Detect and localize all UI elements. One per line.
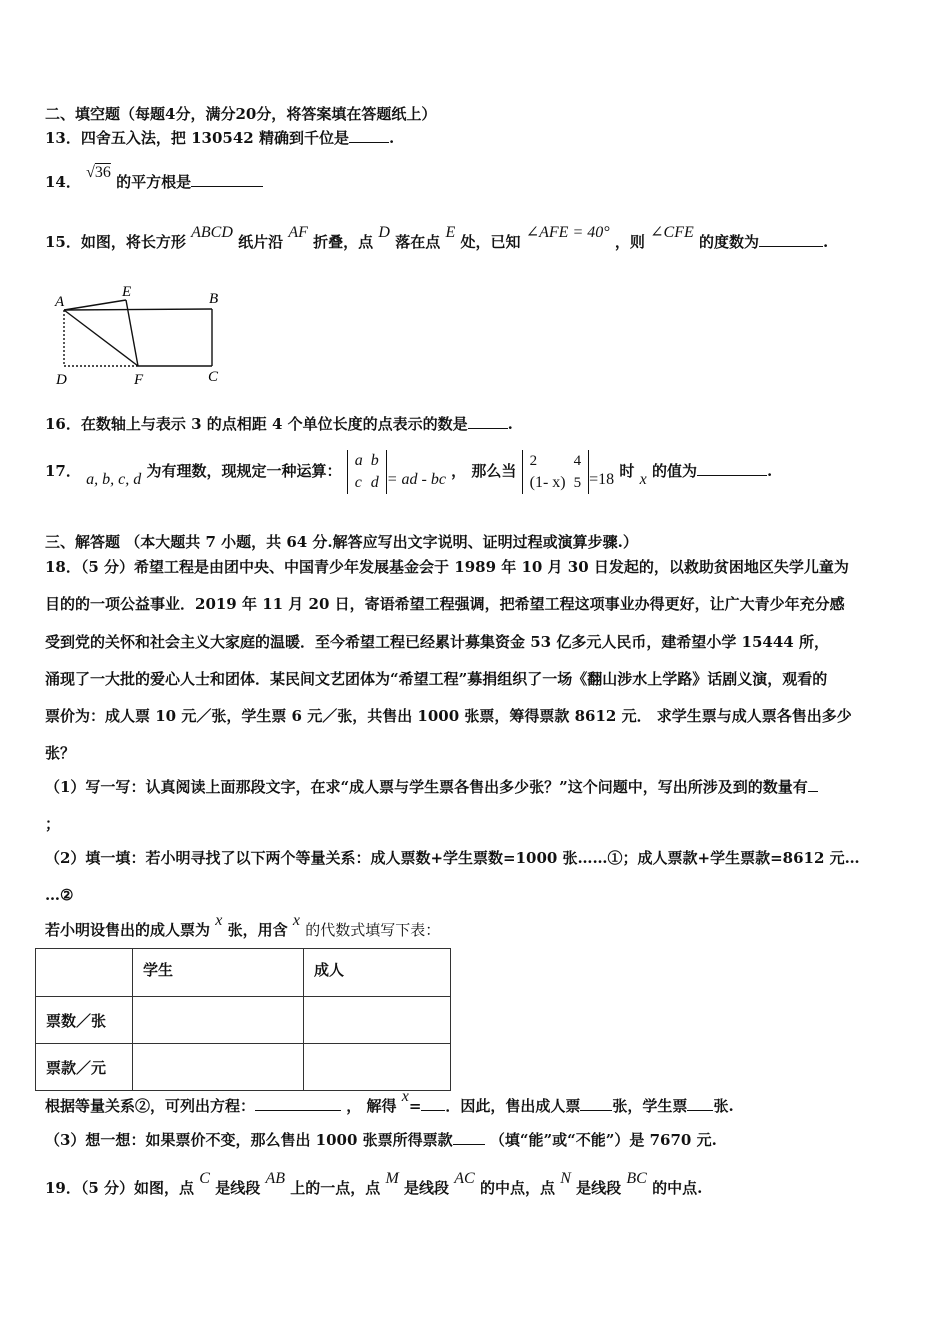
math-ab: AB — [265, 1170, 285, 1187]
q15-text: 落在点 — [395, 233, 441, 251]
q19-text: 的中点. — [652, 1179, 703, 1197]
label-d: D — [56, 372, 67, 388]
table-cell-input[interactable] — [133, 997, 304, 1044]
answer-blank[interactable] — [759, 232, 823, 247]
fill-in-table — [35, 948, 451, 1091]
q15-text: 处，已知 — [460, 233, 521, 251]
part-2-text: 根据等量关系②，可列出方程： — [45, 1097, 256, 1115]
table-header-adult: 成人 — [304, 949, 451, 997]
sqrt-radicand: 36 — [94, 164, 111, 181]
label-b: B — [209, 291, 219, 307]
answer-blank[interactable] — [453, 1130, 485, 1145]
q15-number: 15．如图，将长方形 — [45, 233, 186, 251]
sqrt-expression: √36 — [86, 164, 111, 181]
q18-line-4: 涌现了一大批的爱心人士和团体．某民间文艺团体为“希望工程”募捐组织了一场《翻山涉水上学路》话剧义演，观看的 — [45, 670, 828, 688]
part-2-end: …② — [45, 886, 74, 904]
q17-text: ， 那么当 — [451, 462, 517, 480]
q13-text: 13．四舍五入法，把 130542 精确到千位是 — [45, 129, 349, 147]
question-15: 15．如图，将长方形 ABCD 纸片沿 AF 折叠，点 D 落在点 E 处，已知 ∠AFE = 40° ，则 ∠CFE 的度数为 . — [45, 224, 829, 251]
q18-line-1: 18．（5 分）希望工程是由团中央、中国青少年发展基金会于 1989 年 10 月 30 日发起的，以救助贫困地区失学儿童为 — [45, 558, 849, 576]
math-rule: = ad - bc — [386, 471, 446, 488]
det-m22: 5 — [573, 475, 582, 491]
math-x: x — [639, 471, 647, 488]
label-c: C — [208, 369, 219, 385]
det-m21: (1- x) — [529, 474, 566, 491]
math-angle-cfe: ∠CFE — [650, 224, 694, 241]
math-x: x — [401, 1088, 409, 1105]
q15-text: ，则 — [614, 233, 645, 251]
part-1-text: （1）写一写：认真阅读上面那段文字，在求“成人票与学生票各售出多少张？”这个问题中，写出所涉及到的数量有 — [45, 778, 808, 796]
part-1-end: ； — [45, 815, 61, 833]
part-3-text: （3）想一想：如果票价不变，那么售出 1000 张票所得票款 — [45, 1131, 453, 1149]
q14-text: 的平方根是 — [116, 173, 192, 191]
q15-text: 的度数为 — [698, 233, 759, 251]
q18-line-5: 票价为：成人票 10 元／张，学生票 6 元／张，共售出 1000 张票，筹得票款 8612 元． 求学生票与成人票各售出多少 — [45, 707, 852, 725]
table-header-cell — [36, 949, 133, 997]
q17-text: 为有理数，现规定一种运算： — [146, 462, 342, 480]
part-2: （2）填一填：若小明寻找了以下两个等量关系：成人票数+学生票数=1000 张……①；成人票款+学生票款=8612 元… — [45, 849, 860, 867]
math-d: D — [378, 224, 390, 241]
fold-line-af — [64, 310, 138, 366]
det-c: c — [354, 474, 362, 491]
q15-text: 纸片沿 — [238, 233, 284, 251]
math-m: M — [385, 1170, 399, 1187]
q19-text: 是线段 — [404, 1179, 450, 1197]
part-1 — [45, 777, 818, 797]
answer-blank[interactable] — [808, 777, 818, 792]
math-equals-18: =18 — [589, 471, 615, 488]
rectangle-fold-figure — [50, 282, 240, 390]
q15-text: 折叠，点 — [313, 233, 374, 251]
table-row — [36, 997, 451, 1044]
answer-blank[interactable] — [687, 1096, 713, 1111]
edge-ae — [64, 300, 126, 310]
table-cell-input[interactable] — [133, 1044, 304, 1091]
q19-text: 的中点，点 — [479, 1179, 555, 1197]
answer-blank[interactable] — [697, 461, 767, 476]
q18-line-2: 目的的一项公益事业．2019 年 11 月 20 日，寄语希望工程强调，把希望工程这项事业办得更好，让广大青少年充分感 — [45, 595, 845, 613]
math-x: x — [215, 912, 223, 929]
answer-blank[interactable] — [468, 414, 508, 429]
q14-number: 14． — [45, 173, 81, 191]
math-x: x — [292, 912, 300, 929]
table-cell-input[interactable] — [304, 1044, 451, 1091]
question-19 — [45, 1170, 703, 1199]
math-c: C — [199, 1170, 210, 1187]
part-2-text: 张，用含 — [227, 921, 288, 939]
part-2-equation — [45, 1088, 734, 1117]
question-17: 17． a, b, c, d 为有理数，现规定一种运算： a b c d = ad - bc ， 那么当 2 4 (1- x) 5 =18 时 x 的值为 . — [45, 446, 772, 496]
label-a: A — [55, 294, 65, 310]
determinant-given — [522, 450, 589, 494]
part-3-text: （填“能”或“不能”）是 7670 元. — [489, 1131, 717, 1149]
question-13: 13．四舍五入法，把 130542 精确到千位是 . — [45, 129, 395, 147]
det-b: b — [370, 452, 379, 469]
part-2-text: = — [408, 1097, 422, 1115]
label-f: F — [134, 372, 144, 388]
section-3-heading: 三、解答题 （本大题共 7 小题，共 64 分.解答应写出文字说明、证明过程或演算步骤.） — [45, 533, 638, 551]
q16-text: 16．在数轴上与表示 3 的点相距 4 个单位长度的点表示的数是 — [45, 415, 468, 433]
row-label-ticket-money: 票款／元 — [36, 1044, 133, 1091]
section-2-heading: 二、填空题（每题4分，满分20分，将答案填在答题纸上） — [45, 105, 437, 123]
q19-text: 是线段 — [576, 1179, 622, 1197]
math-vars: a, b, c, d — [86, 471, 142, 488]
q19-text: 是线段 — [215, 1179, 261, 1197]
edge-ab — [64, 309, 212, 310]
q19-text: 19．（5 分）如图，点 — [45, 1179, 195, 1197]
table-header-student: 学生 — [133, 949, 304, 997]
q19-text: 上的一点，点 — [290, 1179, 381, 1197]
part-3 — [45, 1130, 717, 1150]
label-e: E — [122, 284, 132, 300]
part-2-text: 张. — [713, 1097, 734, 1115]
question-14 — [45, 164, 263, 193]
q17-number: 17． — [45, 462, 81, 480]
part-2-text: 若小明设售出的成人票为 — [45, 921, 211, 939]
q18-line-3: 受到党的关怀和社会主义大家庭的温暖．至今希望工程已经累计募集资金 53 亿多元人民币，建希望小学 15444 所， — [45, 633, 829, 651]
table-cell-input[interactable] — [304, 997, 451, 1044]
det-d: d — [370, 474, 379, 491]
part-2-text: ， 解得 — [346, 1097, 397, 1115]
math-ac: AC — [454, 1170, 475, 1187]
math-abcd: ABCD — [191, 224, 233, 241]
q17-text: 的值为 — [651, 462, 697, 480]
row-label-ticket-count: 票数／张 — [36, 997, 133, 1044]
part-2-instruction — [45, 912, 441, 941]
table-header-row — [36, 949, 451, 997]
part-2-text: 的代数式填写下表： — [305, 921, 441, 939]
math-angle-afe: ∠AFE = 40° — [525, 224, 610, 241]
answer-blank[interactable] — [349, 128, 389, 143]
q18-line-6: 张？ — [45, 744, 76, 762]
det-a: a — [354, 452, 363, 469]
part-2-text: ．因此，售出成人票 — [445, 1097, 581, 1115]
det-m12: 4 — [573, 453, 582, 469]
part-2-text: 张，学生票 — [612, 1097, 688, 1115]
math-n: N — [560, 1170, 571, 1187]
math-af: AF — [288, 224, 308, 241]
question-16: 16．在数轴上与表示 3 的点相距 4 个单位长度的点表示的数是 . — [45, 415, 513, 433]
answer-blank[interactable] — [255, 1096, 341, 1111]
q17-text: 时 — [619, 462, 635, 480]
answer-blank[interactable] — [191, 172, 263, 187]
table-row — [36, 1044, 451, 1091]
math-bc: BC — [626, 1170, 647, 1187]
det-m11: 2 — [529, 453, 538, 469]
answer-blank[interactable] — [580, 1096, 612, 1111]
determinant-definition — [347, 450, 387, 494]
math-e: E — [445, 224, 456, 241]
answer-blank[interactable] — [421, 1096, 445, 1111]
